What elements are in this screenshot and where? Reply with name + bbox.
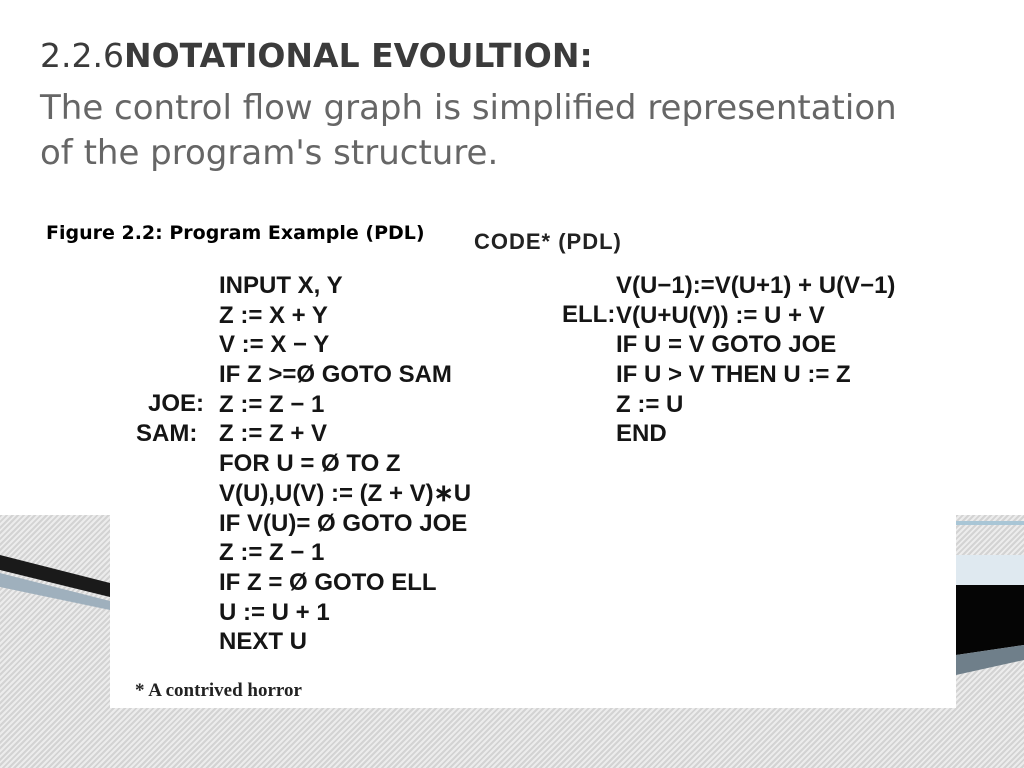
code-label-sam: SAM:	[136, 420, 198, 447]
code-line: Z := Z − 1	[219, 539, 325, 567]
code-line: V(U+U(V)) := U + V	[616, 301, 825, 329]
code-line: IF U > V THEN U := Z	[616, 361, 851, 389]
slide-body-line-1: The control flow graph is simplified representation	[40, 88, 897, 128]
slide-body-text	[40, 86, 970, 176]
code-line: IF U = V GOTO JOE	[616, 331, 837, 359]
slide-title	[40, 36, 593, 75]
code-line: Z := X + Y	[219, 301, 328, 329]
code-line: Z := Z − 1	[219, 390, 325, 418]
code-line: V := X − Y	[219, 331, 330, 359]
code-line: U := U + 1	[219, 598, 330, 626]
code-line: Z := U	[616, 390, 684, 418]
code-column-left	[219, 271, 471, 657]
slide-body-line-2: of the program's structure.	[40, 133, 499, 173]
slide-title-number: 2.2.6	[40, 36, 124, 75]
figure-caption: Figure 2.2: Program Example (PDL)	[46, 222, 425, 244]
code-line: V(U−1):=V(U+1) + U(V−1)	[616, 272, 896, 299]
code-line: INPUT X, Y	[219, 272, 343, 299]
code-line: V(U),U(V) := (Z + V)∗U	[219, 479, 472, 507]
code-line: IF Z = Ø GOTO ELL	[219, 568, 437, 596]
code-line: IF Z >=Ø GOTO SAM	[219, 361, 452, 389]
code-line: IF V(U)= Ø GOTO JOE	[219, 509, 468, 537]
code-label-joe: JOE:	[148, 390, 205, 417]
code-header: CODE* (PDL)	[474, 229, 622, 254]
figure-footnote: * A contrived horror	[135, 680, 302, 701]
code-line: Z := Z + V	[219, 420, 328, 448]
code-label-ell: ELL:	[562, 301, 616, 328]
code-column-right	[616, 271, 895, 449]
slide-title-text: NOTATIONAL EVOULTION:	[123, 36, 593, 75]
code-line: NEXT U	[219, 628, 308, 656]
code-line: FOR U = Ø TO Z	[219, 450, 401, 478]
code-line: END	[616, 420, 667, 448]
